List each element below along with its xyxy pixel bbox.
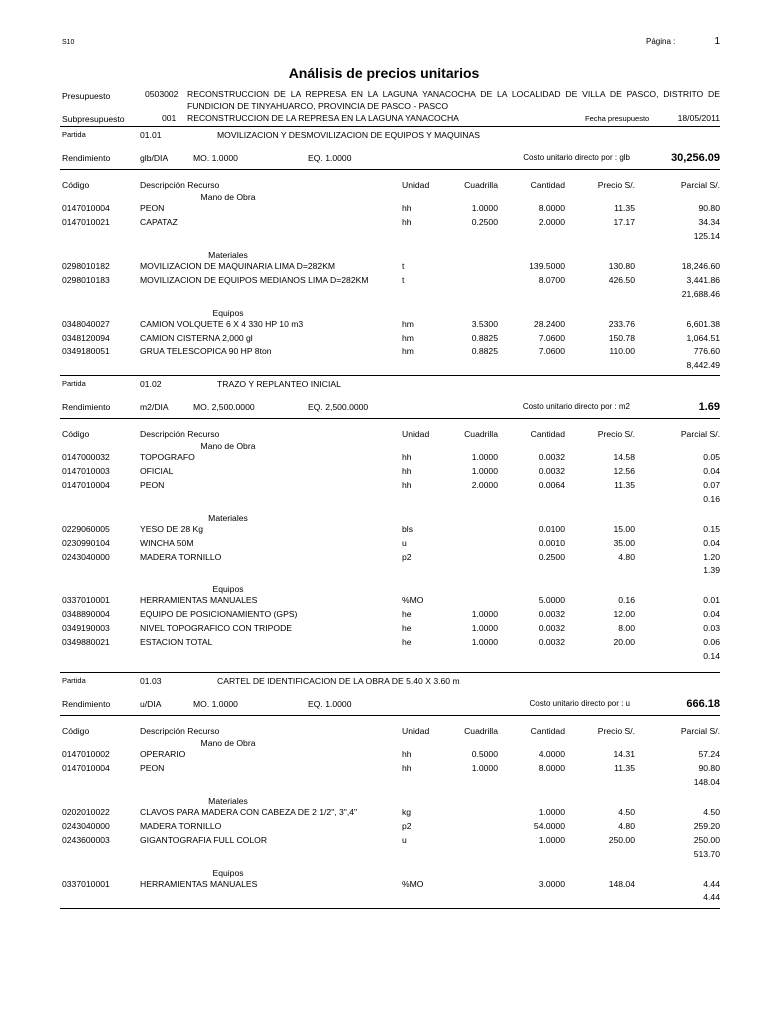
materiales-row-parcial: 4.50 xyxy=(703,806,720,817)
materiales-row-desc: YESO DE 28 Kg xyxy=(140,523,204,534)
col-header-precio: Precio S/. xyxy=(597,726,635,736)
rendimiento-label: Rendimiento xyxy=(62,402,111,412)
mano-de-obra-row-parcial: 90.80 xyxy=(698,203,720,213)
equipos-row-parcial: 0.04 xyxy=(703,609,720,620)
mano-de-obra-row-cod: 0147010003 xyxy=(62,465,110,476)
costo-unitario-value: 30,256.09 xyxy=(671,152,720,164)
col-header-precio: Precio S/. xyxy=(597,429,635,439)
col-header-codigo: Código xyxy=(62,180,90,190)
equipos-row-cant: 0.0032 xyxy=(538,609,565,620)
col-header-cuadrilla: Cuadrilla xyxy=(464,429,498,439)
equipos-row-precio: 12.00 xyxy=(613,609,635,620)
col-header-cantidad: Cantidad xyxy=(530,726,565,736)
page-title: Análisis de precios unitarios xyxy=(288,65,480,81)
fecha-presupuesto-value: 18/05/2011 xyxy=(677,113,720,123)
mano-de-obra-row-cuad: 1.0000 xyxy=(471,203,498,213)
equipos-row-desc: HERRAMIENTAS MANUALES xyxy=(140,878,258,889)
materiales-row-cant: 54.0000 xyxy=(533,820,565,831)
materiales-row-parcial: 3,441.86 xyxy=(686,274,720,285)
equipos-row-cuad: 0.8825 xyxy=(471,346,498,357)
mano-de-obra-row-desc: PEON xyxy=(140,203,165,213)
equipos-row-cuad: 0.8825 xyxy=(471,332,498,343)
equipos-heading: Equipos xyxy=(212,867,244,878)
partida-name: CARTEL DE IDENTIFICACION DE LA OBRA DE 5.40 X 3.60 m xyxy=(217,676,460,686)
partida-name: TRAZO Y REPLANTEO INICIAL xyxy=(217,379,341,389)
materiales-subtotal: 21,688.46 xyxy=(681,288,720,299)
equipos-row-cod: 0348040027 xyxy=(62,318,110,329)
materiales-row-cod: 0243040000 xyxy=(62,820,110,831)
materiales-row-desc: MOVILIZACION DE MAQUINARIA LIMA D=282KM xyxy=(140,260,336,271)
page-number: 1 xyxy=(714,36,720,47)
partida-label: Partida xyxy=(62,130,86,139)
materiales-subtotal: 513.70 xyxy=(693,848,720,859)
rendimiento-label: Rendimiento xyxy=(62,153,111,163)
materiales-row-cant: 1.0000 xyxy=(538,834,565,845)
mano-de-obra-row-cant: 4.0000 xyxy=(538,749,565,759)
mano-de-obra-row-cuad: 1.0000 xyxy=(471,465,498,476)
equipos-row-und: %MO xyxy=(402,878,424,889)
equipos-row-cuad: 1.0000 xyxy=(471,623,498,634)
col-header-cantidad: Cantidad xyxy=(530,429,565,439)
equipos-row-cod: 0348890004 xyxy=(62,609,110,620)
mano-de-obra-row-und: hh xyxy=(402,452,412,462)
col-header-precio: Precio S/. xyxy=(597,180,635,190)
rendimiento-label: Rendimiento xyxy=(62,699,111,709)
materiales-row-cod: 0298010182 xyxy=(62,260,110,271)
mano-de-obra-row-cant: 0.0064 xyxy=(538,479,565,490)
equipos-row-precio: 110.00 xyxy=(609,346,635,357)
materiales-row-parcial: 0.04 xyxy=(703,537,720,548)
equipos-row-parcial: 0.03 xyxy=(703,623,720,634)
mano-de-obra-row-cuad: 0.5000 xyxy=(471,749,498,759)
materiales-row-und: u xyxy=(402,834,407,845)
equipos-row-cant: 0.0032 xyxy=(538,623,565,634)
partida-name: MOVILIZACION Y DESMOVILIZACION DE EQUIPOS Y MAQUINAS xyxy=(217,130,480,140)
mano-de-obra-row-desc: PEON xyxy=(140,479,165,490)
equipos-row-cant: 5.0000 xyxy=(538,595,565,606)
mano-de-obra-row-precio: 11.35 xyxy=(614,203,635,213)
presupuesto-description-line1: RECONSTRUCCION DE LA REPRESA EN LA LAGUNA YANACOCHA DE LA LOCALIDAD DE VILLA DE PASCO, DISTRITO DE xyxy=(187,89,720,99)
equipos-row-precio: 150.78 xyxy=(608,332,635,343)
materiales-row-cod: 0229060005 xyxy=(62,523,110,534)
equipos-row-cod: 0349190003 xyxy=(62,623,110,634)
equipos-row-precio: 233.76 xyxy=(608,318,635,329)
partida-separator xyxy=(60,672,720,673)
equipos-row-cod: 0349880021 xyxy=(62,637,110,648)
materiales-row-parcial: 1.20 xyxy=(703,551,720,562)
mano-de-obra-row-desc: PEON xyxy=(140,762,165,773)
materiales-row-desc: MADERA TORNILLO xyxy=(140,820,222,831)
col-header-descripcion: Descripción Recurso xyxy=(140,726,220,736)
mano-de-obra-row-cod: 0147010021 xyxy=(62,216,110,227)
costo-unitario-label: Costo unitario directo por : glb xyxy=(523,153,630,162)
costo-unitario-value: 1.69 xyxy=(698,401,720,413)
page-label: Página : xyxy=(646,37,676,46)
equipos-heading: Equipos xyxy=(212,584,244,595)
equipos-subtotal: 0.14 xyxy=(703,651,720,661)
equipos-row-cant: 28.2400 xyxy=(533,318,565,329)
materiales-heading: Materiales xyxy=(208,249,248,260)
col-header-codigo: Código xyxy=(62,429,90,439)
materiales-row-desc: CLAVOS PARA MADERA CON CABEZA DE 2 1/2", 3",4" xyxy=(140,806,358,817)
materiales-row-und: u xyxy=(402,537,407,548)
equipos-row-desc: EQUIPO DE POSICIONAMIENTO (GPS) xyxy=(140,609,298,620)
mano-de-obra-row-parcial: 90.80 xyxy=(698,762,720,773)
materiales-row-precio: 426.50 xyxy=(608,274,635,285)
mano-de-obra-row-cod: 0147010002 xyxy=(62,749,110,759)
rendimiento-eq: EQ. 1.0000 xyxy=(308,153,352,163)
partida-label: Partida xyxy=(62,379,86,388)
materiales-heading: Materiales xyxy=(208,795,248,806)
materiales-row-parcial: 250.00 xyxy=(693,834,720,845)
mano-de-obra-row-cod: 0147000032 xyxy=(62,452,110,462)
presupuesto-label: Presupuesto xyxy=(62,91,111,101)
materiales-row-desc: MOVILIZACION DE EQUIPOS MEDIANOS LIMA D=282KM xyxy=(140,274,369,285)
equipos-row-und: he xyxy=(402,623,412,634)
equipos-row-und: hm xyxy=(402,346,414,357)
partida-code: 01.02 xyxy=(140,379,162,389)
subpresupuesto-code: 001 xyxy=(162,113,177,123)
equipos-row-precio: 0.16 xyxy=(618,595,635,606)
equipos-row-precio: 20.00 xyxy=(613,637,635,648)
mano-de-obra-subtotal: 148.04 xyxy=(693,776,720,787)
col-header-codigo: Código xyxy=(62,726,90,736)
equipos-row-cuad: 3.5300 xyxy=(471,318,498,329)
mano-de-obra-row-cuad: 1.0000 xyxy=(471,452,498,462)
materiales-row-cod: 0202010022 xyxy=(62,806,110,817)
costo-unitario-label: Costo unitario directo por : m2 xyxy=(522,402,630,411)
mano-de-obra-heading: Mano de Obra xyxy=(200,738,256,748)
mano-de-obra-row-parcial: 0.07 xyxy=(703,479,720,490)
equipos-row-cuad: 1.0000 xyxy=(471,609,498,620)
mano-de-obra-row-precio: 11.35 xyxy=(614,762,635,773)
materiales-row-parcial: 259.20 xyxy=(693,820,720,831)
materiales-row-cod: 0243040000 xyxy=(62,551,110,562)
equipos-row-cant: 3.0000 xyxy=(538,878,565,889)
rendimiento-unit: glb/DIA xyxy=(140,153,169,163)
materiales-subtotal: 1.39 xyxy=(703,565,720,576)
materiales-row-und: bls xyxy=(402,523,413,534)
rendimiento-mo: MO. 1.0000 xyxy=(193,699,238,709)
equipos-row-cant: 7.0600 xyxy=(538,332,565,343)
mano-de-obra-row-desc: OFICIAL xyxy=(140,465,174,476)
partida-code: 01.03 xyxy=(140,676,162,686)
mano-de-obra-row-und: hh xyxy=(402,749,412,759)
equipos-row-cant: 0.0032 xyxy=(538,637,565,648)
materiales-row-parcial: 0.15 xyxy=(703,523,720,534)
column-header-separator xyxy=(60,715,720,716)
mano-de-obra-row-cant: 8.0000 xyxy=(538,203,565,213)
partida-separator xyxy=(60,375,720,376)
partida-label: Partida xyxy=(62,676,86,685)
materiales-row-cant: 0.0010 xyxy=(538,537,565,548)
mano-de-obra-row-desc: OPERARIO xyxy=(140,749,186,759)
mano-de-obra-subtotal: 0.16 xyxy=(703,493,720,504)
mano-de-obra-row-cod: 0147010004 xyxy=(62,479,110,490)
equipos-row-desc: ESTACION TOTAL xyxy=(140,637,213,648)
equipos-row-und: %MO xyxy=(402,595,424,606)
materiales-row-und: t xyxy=(402,260,405,271)
equipos-row-desc: GRUA TELESCOPICA 90 HP 8ton xyxy=(140,346,272,357)
equipos-row-parcial: 4.44 xyxy=(703,878,720,889)
materiales-row-cod: 0243600003 xyxy=(62,834,110,845)
mano-de-obra-subtotal: 125.14 xyxy=(693,230,720,241)
partida-code: 01.01 xyxy=(140,130,162,140)
equipos-row-desc: CAMION VOLQUETE 6 X 4 330 HP 10 m3 xyxy=(140,318,304,329)
column-header-separator xyxy=(60,169,720,170)
mano-de-obra-row-cant: 2.0000 xyxy=(538,216,565,227)
materiales-row-cant: 0.2500 xyxy=(538,551,565,562)
materiales-heading: Materiales xyxy=(208,512,248,523)
software-id: S10 xyxy=(62,39,75,46)
equipos-row-precio: 8.00 xyxy=(618,623,635,634)
costo-unitario-value: 666.18 xyxy=(686,698,720,710)
materiales-row-desc: MADERA TORNILLO xyxy=(140,551,222,562)
equipos-row-cant: 7.0600 xyxy=(538,346,565,357)
equipos-row-precio: 148.04 xyxy=(608,878,635,889)
equipos-row-und: hm xyxy=(402,318,414,329)
col-header-unidad: Unidad xyxy=(402,429,430,439)
materiales-row-und: t xyxy=(402,274,405,285)
materiales-row-cant: 8.0700 xyxy=(538,274,565,285)
page-end-separator xyxy=(60,908,720,909)
col-header-parcial: Parcial S/. xyxy=(680,180,720,190)
col-header-parcial: Parcial S/. xyxy=(680,429,720,439)
equipos-heading: Equipos xyxy=(212,307,244,318)
equipos-row-und: hm xyxy=(402,332,414,343)
materiales-row-precio: 35.00 xyxy=(613,537,635,548)
col-header-cantidad: Cantidad xyxy=(530,180,565,190)
materiales-row-precio: 130.80 xyxy=(608,260,635,271)
col-header-parcial: Parcial S/. xyxy=(680,726,720,736)
mano-de-obra-row-parcial: 0.05 xyxy=(703,452,720,462)
materiales-row-cant: 139.5000 xyxy=(529,260,565,271)
equipos-row-cuad: 1.0000 xyxy=(471,637,498,648)
presupuesto-code: 0503002 xyxy=(145,89,179,99)
mano-de-obra-row-precio: 17.17 xyxy=(613,216,635,227)
materiales-row-cod: 0230990104 xyxy=(62,537,110,548)
mano-de-obra-row-und: hh xyxy=(402,479,412,490)
fecha-presupuesto-label: Fecha presupuesto xyxy=(585,114,650,123)
rendimiento-mo: MO. 2,500.0000 xyxy=(193,402,255,412)
materiales-row-cant: 0.0100 xyxy=(538,523,565,534)
equipos-row-cod: 0349180051 xyxy=(62,346,110,357)
equipos-row-parcial: 0.01 xyxy=(703,595,720,606)
col-header-cuadrilla: Cuadrilla xyxy=(464,726,498,736)
materiales-row-cod: 0298010183 xyxy=(62,274,110,285)
mano-de-obra-row-cod: 0147010004 xyxy=(62,762,110,773)
mano-de-obra-row-desc: TOPOGRAFO xyxy=(140,452,195,462)
materiales-row-desc: GIGANTOGRAFIA FULL COLOR xyxy=(140,834,268,845)
mano-de-obra-row-precio: 14.58 xyxy=(613,452,635,462)
col-header-cuadrilla: Cuadrilla xyxy=(464,180,498,190)
equipos-row-cod: 0337010001 xyxy=(62,595,110,606)
mano-de-obra-row-und: hh xyxy=(402,762,412,773)
partida-separator xyxy=(60,126,720,127)
equipos-row-parcial: 0.06 xyxy=(703,637,720,648)
mano-de-obra-row-cuad: 1.0000 xyxy=(471,762,498,773)
mano-de-obra-row-und: hh xyxy=(402,216,412,227)
equipos-subtotal: 8,442.49 xyxy=(686,360,720,371)
mano-de-obra-row-desc: CAPATAZ xyxy=(140,216,178,227)
column-header-separator xyxy=(60,418,720,419)
col-header-unidad: Unidad xyxy=(402,726,430,736)
materiales-row-und: p2 xyxy=(402,820,412,831)
materiales-row-precio: 250.00 xyxy=(608,834,635,845)
materiales-row-parcial: 18,246.60 xyxy=(681,260,720,271)
equipos-row-cod: 0348120094 xyxy=(62,332,110,343)
mano-de-obra-row-cod: 0147010004 xyxy=(62,203,110,213)
rendimiento-unit: u/DIA xyxy=(140,699,162,709)
mano-de-obra-row-und: hh xyxy=(402,465,412,476)
mano-de-obra-row-precio: 11.35 xyxy=(614,479,635,490)
equipos-row-parcial: 6,601.38 xyxy=(686,318,720,329)
materiales-row-cant: 1.0000 xyxy=(538,806,565,817)
mano-de-obra-row-cant: 0.0032 xyxy=(538,452,565,462)
costo-unitario-label: Costo unitario directo por : u xyxy=(529,699,630,708)
mano-de-obra-row-cant: 0.0032 xyxy=(538,465,565,476)
mano-de-obra-row-und: hh xyxy=(402,203,412,213)
materiales-row-precio: 15.00 xyxy=(613,523,635,534)
mano-de-obra-row-cuad: 2.0000 xyxy=(471,479,498,490)
mano-de-obra-row-parcial: 0.04 xyxy=(703,465,720,476)
mano-de-obra-row-cuad: 0.2500 xyxy=(471,216,498,227)
mano-de-obra-row-parcial: 57.24 xyxy=(698,749,720,759)
equipos-row-und: he xyxy=(402,637,412,648)
col-header-descripcion: Descripción Recurso xyxy=(140,180,220,190)
subpresupuesto-description: RECONSTRUCCION DE LA REPRESA EN LA LAGUNA YANACOCHA xyxy=(187,113,459,123)
mano-de-obra-row-cant: 8.0000 xyxy=(538,762,565,773)
equipos-row-parcial: 776.60 xyxy=(693,346,720,357)
equipos-row-cod: 0337010001 xyxy=(62,878,110,889)
equipos-row-desc: HERRAMIENTAS MANUALES xyxy=(140,595,258,606)
mano-de-obra-heading: Mano de Obra xyxy=(200,441,256,451)
subpresupuesto-label: Subpresupuesto xyxy=(62,114,125,124)
mano-de-obra-heading: Mano de Obra xyxy=(200,192,256,202)
col-header-descripcion: Descripción Recurso xyxy=(140,429,220,439)
materiales-row-desc: WINCHA 50M xyxy=(140,537,194,548)
materiales-row-und: kg xyxy=(402,806,412,817)
materiales-row-und: p2 xyxy=(402,551,412,562)
materiales-row-precio: 4.80 xyxy=(618,551,635,562)
mano-de-obra-row-parcial: 34.34 xyxy=(698,216,720,227)
materiales-row-precio: 4.50 xyxy=(618,806,635,817)
equipos-row-desc: CAMION CISTERNA 2,000 gl xyxy=(140,332,253,343)
equipos-subtotal: 4.44 xyxy=(703,892,720,903)
mano-de-obra-row-precio: 14.31 xyxy=(613,749,635,759)
equipos-row-und: he xyxy=(402,609,412,620)
rendimiento-eq: EQ. 2,500.0000 xyxy=(308,402,369,412)
mano-de-obra-row-precio: 12.56 xyxy=(613,465,635,476)
rendimiento-unit: m2/DIA xyxy=(140,402,169,412)
presupuesto-description-line2: FUNDICION DE TINYAHUARCO, PROVINCIA DE PASCO - PASCO xyxy=(187,101,449,111)
rendimiento-mo: MO. 1.0000 xyxy=(193,153,238,163)
equipos-row-desc: NIVEL TOPOGRAFICO CON TRIPODE xyxy=(140,623,293,634)
col-header-unidad: Unidad xyxy=(402,180,430,190)
materiales-row-precio: 4.80 xyxy=(618,820,635,831)
equipos-row-parcial: 1,064.51 xyxy=(686,332,720,343)
rendimiento-eq: EQ. 1.0000 xyxy=(308,699,352,709)
